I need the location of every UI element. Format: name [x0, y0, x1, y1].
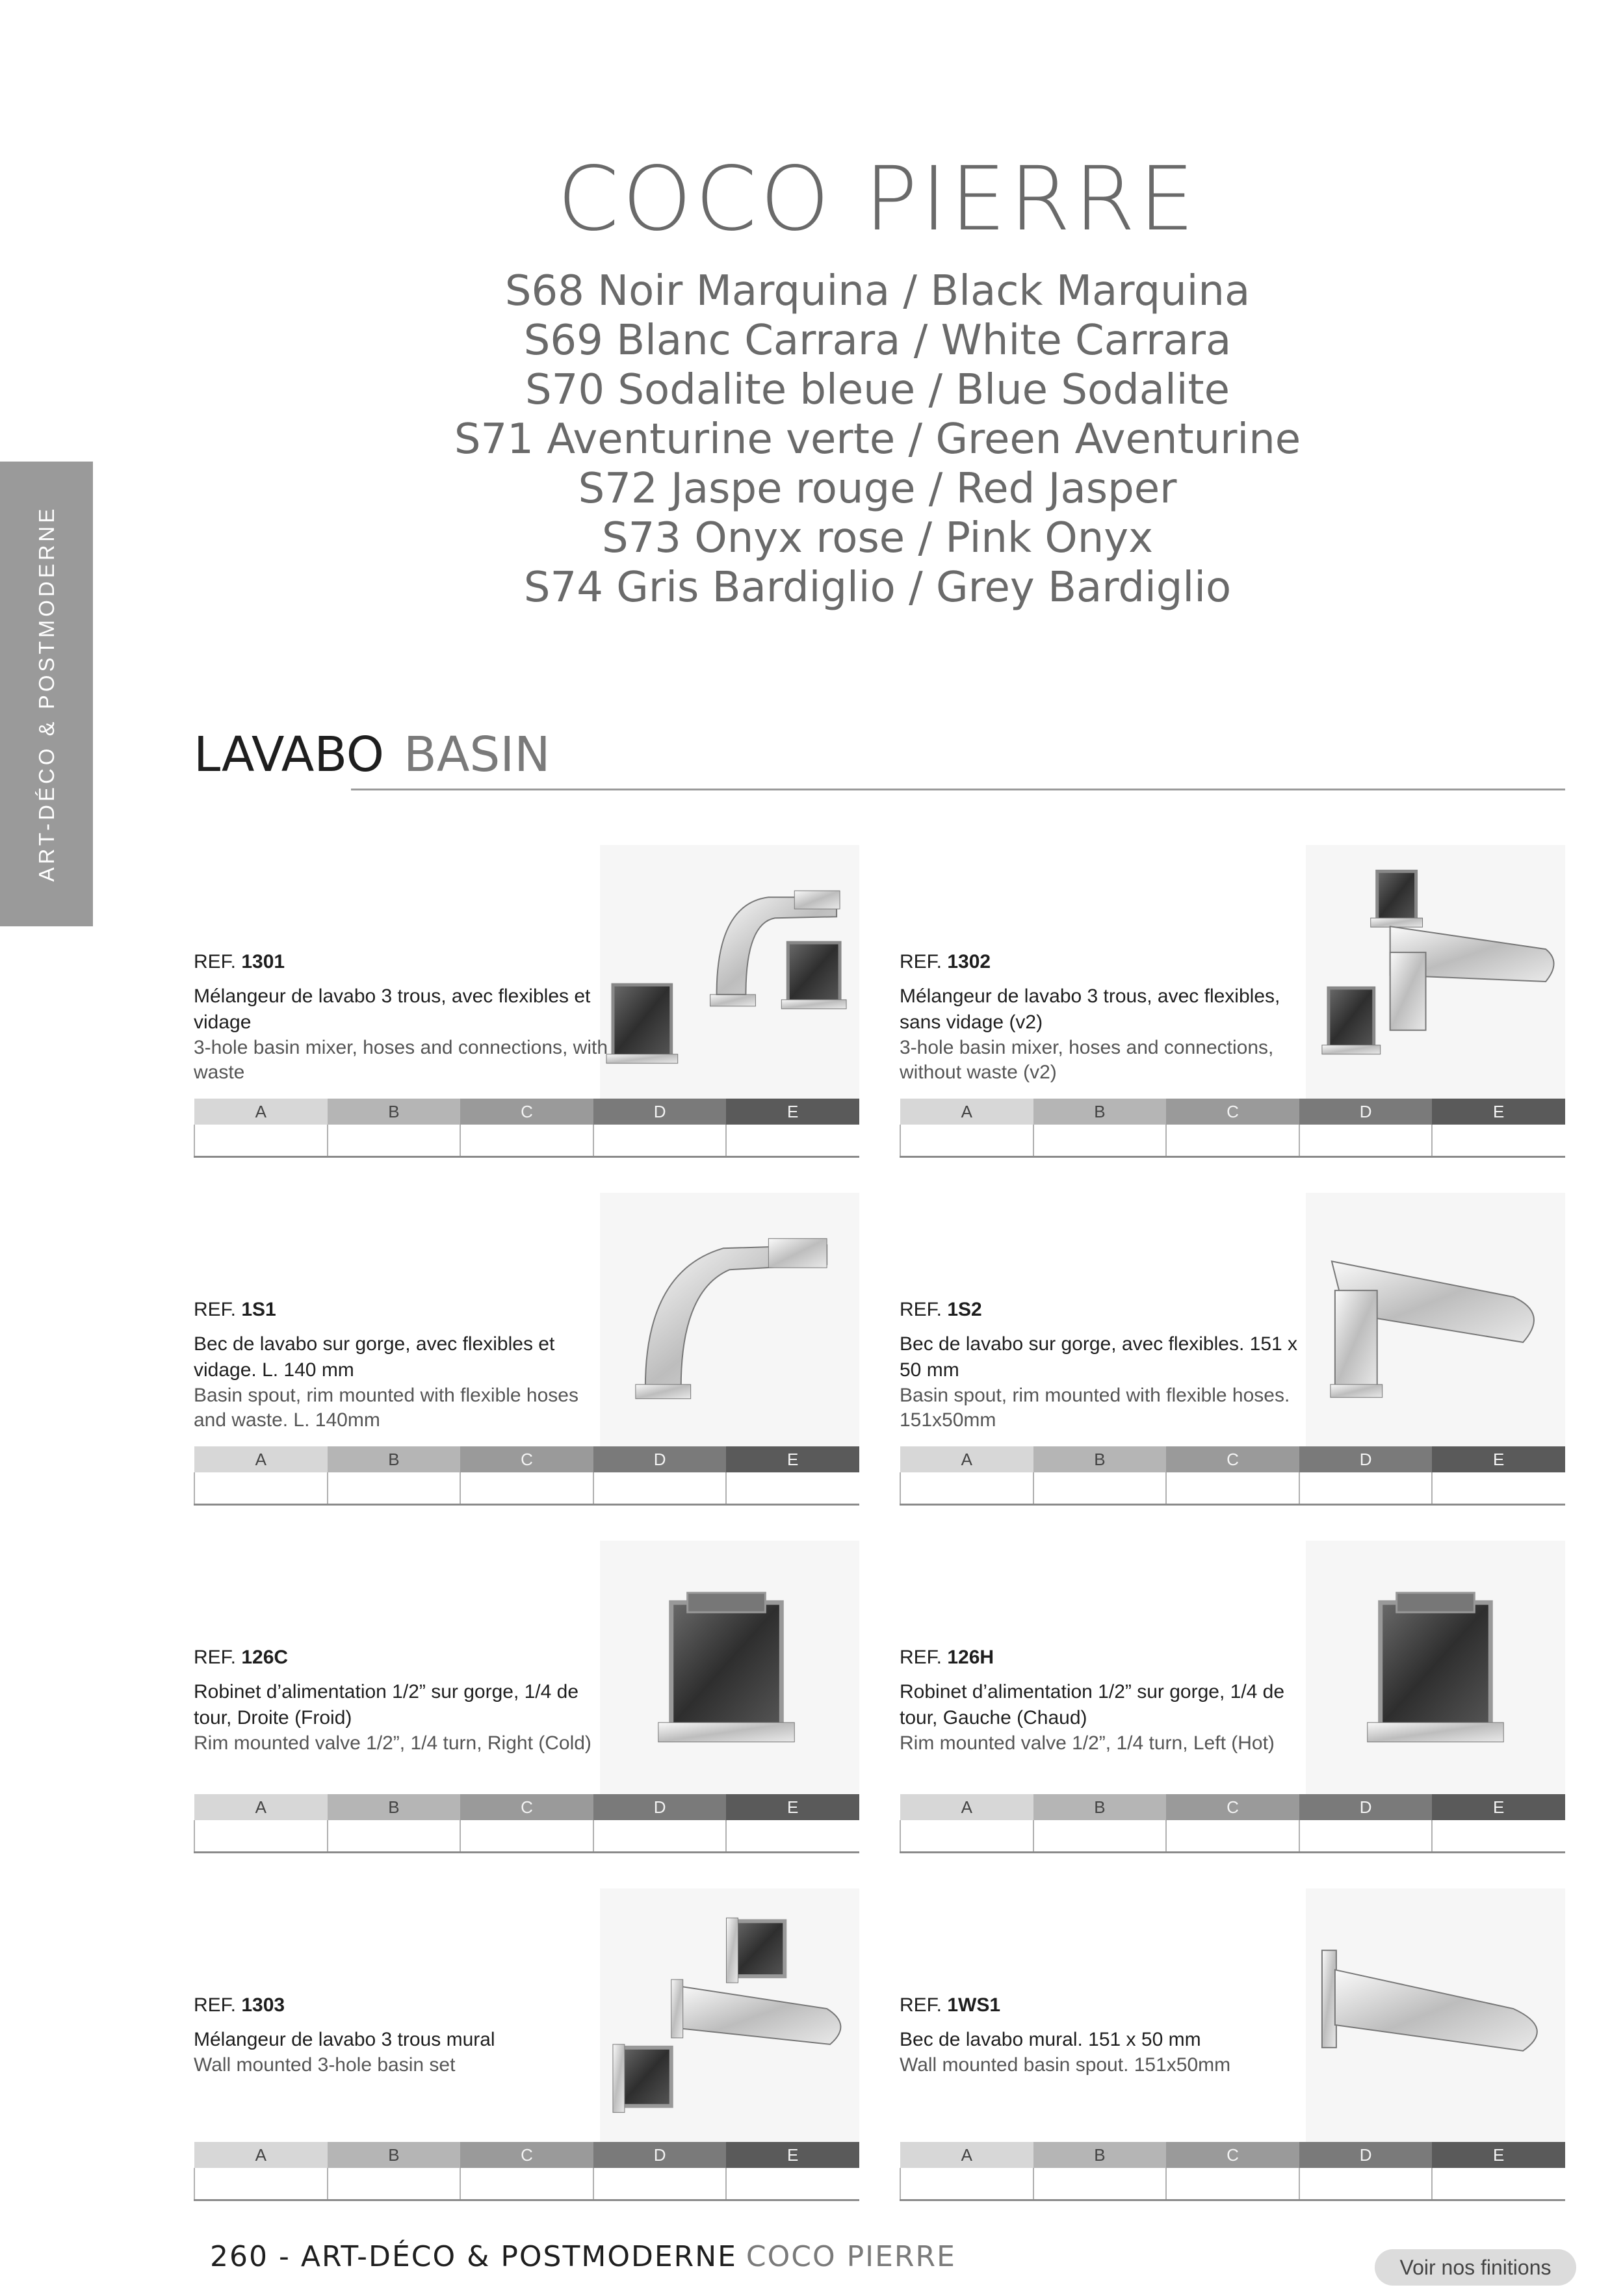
finish-cell: [900, 1472, 1033, 1505]
finish-col-b: B: [1033, 2142, 1167, 2168]
section-title-en: BASIN: [404, 727, 551, 783]
finish-cell: [1166, 1125, 1299, 1157]
finish-cell: [1432, 2168, 1565, 2200]
finish-item: S70 Sodalite bleue / Blue Sodalite: [525, 366, 1230, 414]
finish-cell: [1432, 1472, 1565, 1505]
finish-cell: [1033, 2168, 1167, 2200]
product-description-fr: Bec de lavabo sur gorge, avec flexibles. 151 x 50 mm: [900, 1333, 1298, 1381]
finish-col-a: A: [194, 1794, 328, 1820]
product-card-1302: [900, 845, 1565, 1157]
product-description-fr: Bec de lavabo sur gorge, avec flexibles et vidage. L. 140 mm: [194, 1333, 555, 1381]
finish-col-a: A: [900, 2142, 1033, 2168]
finish-col-d: D: [593, 1446, 727, 1472]
finish-col-a: A: [900, 1794, 1033, 1820]
page-footer: [210, 2240, 956, 2273]
product-description-fr: Bec de lavabo mural. 151 x 50 mm: [900, 2029, 1201, 2050]
product-image: [1306, 1541, 1565, 1794]
finish-col-b: B: [1033, 1446, 1167, 1472]
finish-grid: [194, 1099, 859, 1158]
finish-cell: [593, 1820, 727, 1853]
product-description-en: 3-hole basin mixer, hoses and connections, with waste: [194, 1037, 608, 1083]
finish-col-a: A: [194, 2142, 328, 2168]
product-description-en: 3-hole basin mixer, hoses and connections, without waste (v2): [900, 1037, 1274, 1083]
finish-cell: [1299, 1820, 1433, 1853]
product-ref: REF. 1S2: [900, 1299, 982, 1320]
footer-separator: -: [278, 2240, 291, 2273]
finish-col-e: E: [726, 2142, 859, 2168]
section-divider: [351, 789, 1565, 790]
finish-cell: [726, 1820, 859, 1853]
finish-col-a: A: [194, 1099, 328, 1125]
product-card-126C: [194, 1541, 859, 1853]
product-image: [1306, 1888, 1565, 2142]
product-description-fr: Mélangeur de lavabo 3 trous, avec flexibles et vidage: [194, 985, 591, 1033]
footer-collection: COCO PIERRE: [746, 2240, 956, 2273]
page-number: 260: [210, 2240, 268, 2273]
product-ref: REF. 1S1: [194, 1299, 276, 1320]
finish-cell: [1299, 2168, 1433, 2200]
finish-cell: [460, 1820, 593, 1853]
finish-cell: [328, 1125, 461, 1157]
product-ref: REF. 126C: [194, 1647, 289, 1668]
finish-col-b: B: [328, 1446, 461, 1472]
finish-col-b: B: [328, 1794, 461, 1820]
finish-grid: [900, 1099, 1565, 1158]
product-description-en: Rim mounted valve 1/2”, 1/4 turn, Right (Cold): [194, 1732, 591, 1754]
finish-item: S74 Gris Bardiglio / Grey Bardiglio: [523, 564, 1232, 612]
finish-cell: [460, 1472, 593, 1505]
finish-cell: [900, 1820, 1033, 1853]
product-image: [600, 1541, 859, 1794]
section-title: [194, 727, 551, 783]
finish-cell: [1033, 1820, 1167, 1853]
finish-cell: [194, 1472, 328, 1505]
finish-cell: [593, 1125, 727, 1157]
product-description-en: Wall mounted 3-hole basin set: [194, 2054, 456, 2076]
product-ref: REF. 126H: [900, 1647, 994, 1668]
finish-col-d: D: [1299, 1446, 1433, 1472]
finish-cell: [328, 1820, 461, 1853]
product-card-126H: [900, 1541, 1565, 1853]
finish-col-e: E: [726, 1446, 859, 1472]
finish-col-d: D: [1299, 1099, 1433, 1125]
chapter-side-tab-label: ART-DÉCO & POSTMODERNE: [34, 505, 58, 882]
finish-col-b: B: [1033, 1099, 1167, 1125]
finish-cell: [1033, 1125, 1167, 1157]
finish-col-e: E: [1432, 1099, 1565, 1125]
section-title-fr: LAVABO: [194, 727, 385, 783]
finish-item: S71 Aventurine verte / Green Aventurine: [454, 415, 1301, 463]
finish-grid: [900, 1446, 1565, 1506]
page-title: COCO PIERRE: [557, 148, 1198, 251]
finish-cell: [900, 2168, 1033, 2200]
product-card-1303: [194, 1888, 859, 2200]
product-ref: REF. 1302: [900, 951, 991, 972]
finish-item: S72 Jaspe rouge / Red Jasper: [578, 465, 1177, 513]
product-image: [600, 1888, 859, 2142]
product-description-en: Basin spout, rim mounted with flexible hoses and waste. L. 140mm: [194, 1385, 578, 1431]
product-card-1S2: [900, 1193, 1565, 1505]
finish-cell: [460, 1125, 593, 1157]
finish-cell: [593, 1472, 727, 1505]
finish-col-d: D: [593, 1099, 727, 1125]
chapter-side-tab: [0, 462, 93, 926]
view-finishes-button[interactable]: Voir nos finitions: [1375, 2249, 1576, 2286]
finish-cell: [194, 2168, 328, 2200]
finish-col-c: C: [1166, 2142, 1299, 2168]
finish-col-d: D: [593, 2142, 727, 2168]
product-description-fr: Robinet d’alimentation 1/2” sur gorge, 1/4 de tour, Gauche (Chaud): [900, 1681, 1285, 1729]
finish-col-e: E: [726, 1099, 859, 1125]
finish-col-d: D: [1299, 2142, 1433, 2168]
finish-col-b: B: [328, 2142, 461, 2168]
product-ref: REF. 1303: [194, 1994, 285, 2016]
finish-col-e: E: [1432, 2142, 1565, 2168]
finish-col-a: A: [900, 1446, 1033, 1472]
finish-cell: [194, 1125, 328, 1157]
product-description-fr: Mélangeur de lavabo 3 trous, avec flexibles, sans vidage (v2): [900, 985, 1280, 1033]
finish-col-c: C: [460, 2142, 593, 2168]
finish-grid: [900, 2142, 1565, 2201]
finish-cell: [726, 1125, 859, 1157]
finish-col-c: C: [1166, 1794, 1299, 1820]
product-ref: REF. 1WS1: [900, 1994, 1001, 2016]
finish-col-b: B: [1033, 1794, 1167, 1820]
finish-cell: [194, 1820, 328, 1853]
finish-grid: [194, 1794, 859, 1853]
product-image: [1306, 845, 1565, 1099]
product-description-fr: Robinet d’alimentation 1/2” sur gorge, 1/4 de tour, Droite (Froid): [194, 1681, 579, 1729]
finish-cell: [328, 2168, 461, 2200]
finish-col-c: C: [1166, 1099, 1299, 1125]
finish-cell: [1432, 1125, 1565, 1157]
finish-cell: [593, 2168, 727, 2200]
finish-cell: [1299, 1472, 1433, 1505]
finish-grid: [194, 2142, 859, 2201]
finish-col-a: A: [900, 1099, 1033, 1125]
product-card-1WS1: [900, 1888, 1565, 2200]
footer-chapter: ART-DÉCO & POSTMODERNE: [300, 2240, 737, 2273]
finish-cell: [460, 2168, 593, 2200]
finish-col-e: E: [726, 1794, 859, 1820]
finish-col-c: C: [460, 1794, 593, 1820]
finish-cell: [1166, 1820, 1299, 1853]
finish-col-e: E: [1432, 1794, 1565, 1820]
finish-col-b: B: [328, 1099, 461, 1125]
finish-col-d: D: [1299, 1794, 1433, 1820]
finish-cell: [1432, 1820, 1565, 1853]
product-card-1S1: [194, 1193, 859, 1505]
finish-cell: [328, 1472, 461, 1505]
finish-cell: [1033, 1472, 1167, 1505]
finish-item: S68 Noir Marquina / Black Marquina: [504, 267, 1251, 315]
finish-col-d: D: [593, 1794, 727, 1820]
product-image: [1306, 1193, 1565, 1446]
finish-item: S73 Onyx rose / Pink Onyx: [601, 514, 1154, 562]
product-image: [600, 1193, 859, 1446]
finish-cell: [900, 1125, 1033, 1157]
product-description-en: Basin spout, rim mounted with flexible hoses. 151x50mm: [900, 1385, 1290, 1431]
finish-col-a: A: [194, 1446, 328, 1472]
finish-cell: [726, 1472, 859, 1505]
finish-cell: [1166, 1472, 1299, 1505]
finish-col-c: C: [460, 1099, 593, 1125]
finish-grid: [900, 1794, 1565, 1853]
finish-cell: [726, 2168, 859, 2200]
product-description-en: Wall mounted basin spout. 151x50mm: [900, 2054, 1231, 2076]
product-description-en: Rim mounted valve 1/2”, 1/4 turn, Left (Hot): [900, 1732, 1275, 1754]
finish-col-c: C: [1166, 1446, 1299, 1472]
product-card-1301: [194, 845, 859, 1157]
product-image: [600, 845, 859, 1099]
finish-grid: [194, 1446, 859, 1506]
product-description-fr: Mélangeur de lavabo 3 trous mural: [194, 2029, 495, 2050]
stone-finish-list: [0, 267, 1623, 612]
finish-col-c: C: [460, 1446, 593, 1472]
product-ref: REF. 1301: [194, 951, 285, 972]
finish-cell: [1299, 1125, 1433, 1157]
finish-col-e: E: [1432, 1446, 1565, 1472]
finish-cell: [1166, 2168, 1299, 2200]
finish-item: S69 Blanc Carrara / White Carrara: [523, 317, 1232, 365]
